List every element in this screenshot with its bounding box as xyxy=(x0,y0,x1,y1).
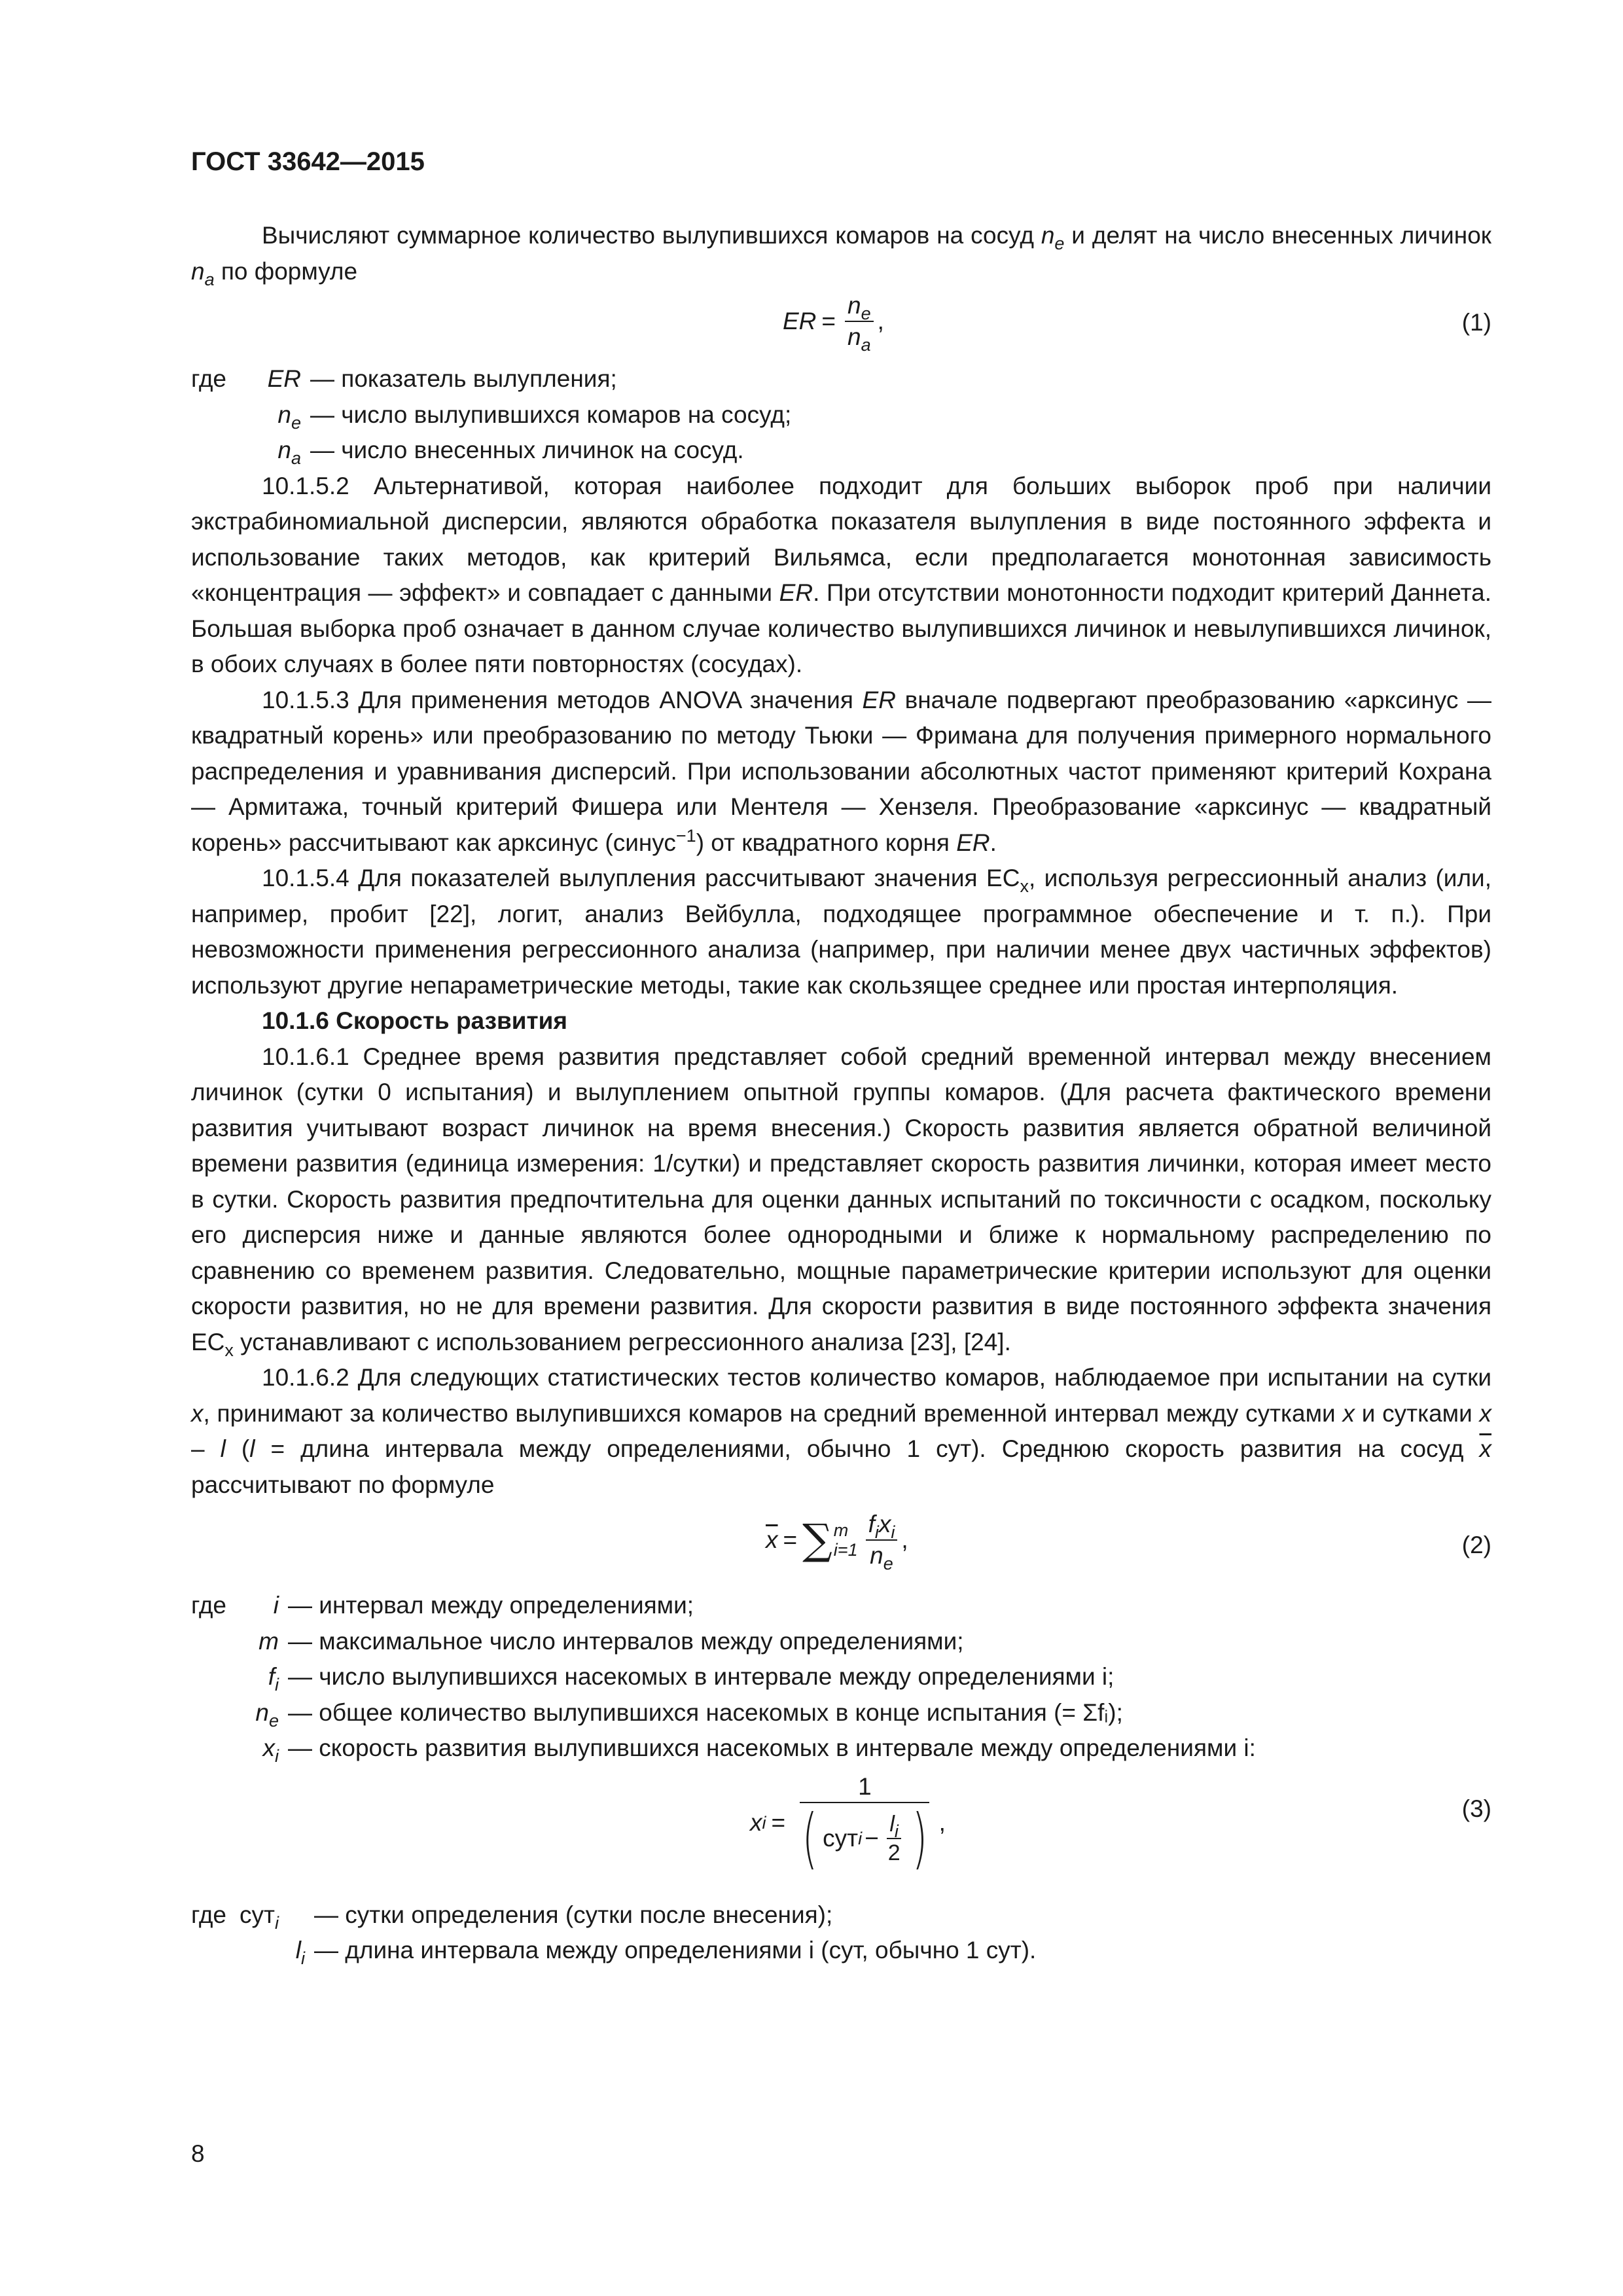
definition-row xyxy=(191,1659,1491,1695)
definition-symbol xyxy=(255,361,310,397)
formula-3-number: (3) xyxy=(1461,1795,1491,1822)
paragraph-symbol: ER xyxy=(862,686,896,713)
definition-symbol xyxy=(240,1933,314,1969)
definition-row xyxy=(191,361,1491,397)
document-header: ГОСТ 33642—2015 xyxy=(191,147,425,176)
definition-symbol-sub: a xyxy=(291,448,301,468)
intro-symbol-2-sub: a xyxy=(204,269,215,289)
definition-row xyxy=(191,1933,1491,1969)
formula-2 xyxy=(766,1511,908,1573)
definition-lead xyxy=(191,433,255,469)
formula-2-numerator-2: x xyxy=(878,1511,891,1537)
definition-symbol xyxy=(246,1731,288,1767)
definition-text: — длина интервала между определениями i (сут, обычно 1 сут). xyxy=(314,1937,1037,1964)
definition-row xyxy=(191,1588,1491,1624)
formula-1-fraction xyxy=(845,292,874,355)
formula-3-den-term: сут xyxy=(823,1824,859,1852)
paragraph-symbol: x xyxy=(191,1399,204,1427)
paragraph-symbol: ER xyxy=(956,829,990,856)
formula-2-numerator-sub: i xyxy=(874,1522,879,1542)
formula-2-denominator: n xyxy=(870,1542,883,1569)
formula-1 xyxy=(783,292,884,355)
formula-2-upper-limit: m xyxy=(833,1520,849,1540)
definition-row xyxy=(191,1695,1491,1731)
formula-3-inner-numerator: l xyxy=(889,1811,895,1837)
intro-symbol-sub: e xyxy=(1054,234,1065,253)
definition-text: — сутки определения (сутки после внесения); xyxy=(314,1901,833,1928)
definition-lead xyxy=(191,1731,246,1767)
paragraph-10-1-5-2 xyxy=(191,469,1491,683)
definition-symbol-sub: i xyxy=(275,1675,279,1695)
definitions-1 xyxy=(191,361,1491,469)
formula-3-den-term-sub: i xyxy=(858,1828,863,1848)
paragraph-symbol-xbar: $\overline{x}$ xyxy=(1479,1435,1492,1462)
formula-2-lhs: $\overline{x}$ xyxy=(766,1526,778,1553)
intro-symbol: n xyxy=(1041,222,1055,249)
definition-symbol-text: m xyxy=(259,1627,279,1655)
definition-row xyxy=(191,397,1491,433)
definition-lead xyxy=(191,1624,246,1660)
paragraph-text: рассчитывают по формуле xyxy=(191,1471,495,1498)
definition-symbol-text: n xyxy=(255,1698,269,1726)
paragraph-text: 10.1.5.4 Для показателей вылупления рассчитывают значения EC xyxy=(262,865,1020,891)
formula-1-eq: = xyxy=(821,308,836,334)
paragraph-10-1-6-2 xyxy=(191,1360,1491,1503)
paragraph-text: ( xyxy=(225,1435,250,1462)
formula-3-block xyxy=(191,1767,1491,1897)
definition-symbol xyxy=(246,1588,288,1624)
definition-symbol-text: сут xyxy=(240,1901,275,1928)
definition-text: — интервал между определениями; xyxy=(288,1592,694,1619)
definition-symbol-sub: i xyxy=(301,1948,305,1968)
definition-symbol-sub: i xyxy=(274,1912,279,1933)
definition-symbol-text: l xyxy=(295,1937,301,1964)
intro-text-1: Вычисляют суммарное количество вылупившихся комаров на сосуд xyxy=(262,222,1041,249)
definition-symbol xyxy=(255,397,310,433)
definition-symbol-text: i xyxy=(273,1592,279,1619)
definition-row xyxy=(191,1731,1491,1767)
formula-3-inner-denominator: 2 xyxy=(887,1840,901,1865)
page-number: 8 xyxy=(191,2140,205,2167)
formula-3-denominator xyxy=(794,1799,935,1876)
paragraph-symbol: ER xyxy=(779,579,813,606)
definition-text: — число внесенных личинок на сосуд. xyxy=(310,437,744,463)
paragraph-10-1-6-1 xyxy=(191,1039,1491,1361)
formula-1-numerator-sub: e xyxy=(861,304,871,323)
formula-2-block xyxy=(191,1503,1491,1588)
definition-symbol-text: f xyxy=(268,1663,275,1690)
definitions-2 xyxy=(191,1588,1491,1767)
paragraph-symbol: x xyxy=(1342,1399,1355,1427)
definition-symbol xyxy=(240,1897,314,1933)
formula-3-inner-fraction xyxy=(885,1813,903,1864)
definition-symbol-text: x xyxy=(262,1734,275,1761)
formula-1-lhs: ER xyxy=(783,308,817,334)
formula-1-denominator-sub: a xyxy=(861,335,871,355)
formula-1-tail: , xyxy=(877,308,884,334)
paragraph-text: вначале подвергают преобразованию «арксинус — квадратный корень» или преобразованию по методу Тьюки — Фримана для получения примерного нормального распределения и уравнивания дисперсий. При использовании абсолютных частот применяют критерий Кохрана — Армитажа, точный критерий Фишера или Ментеля — Хензеля. Преобразование «арксинус — квадратный корень» рассчитывают как арксинус (синус xyxy=(191,686,1491,856)
formula-3-lhs: x xyxy=(750,1808,762,1836)
paragraph-text: . При отсутствии монотонности подходит критерий Даннета. Большая выборка проб означает в данном случае количество вылупившихся личинок и невылупившихся личинок, в обоих случаях в более пяти повторностях (сосудах). xyxy=(191,579,1491,677)
open-paren-icon: ( xyxy=(802,1799,818,1876)
paragraph-text: – xyxy=(191,1435,221,1462)
formula-3-numerator: 1 xyxy=(800,1774,929,1803)
paragraph-symbol: l xyxy=(220,1435,226,1462)
paragraph-text: ) от квадратного корня xyxy=(696,829,957,856)
sum-icon: ∑ xyxy=(802,1516,832,1564)
formula-2-numerator-2-sub: i xyxy=(891,1522,895,1542)
definition-symbol xyxy=(246,1624,288,1660)
paragraph-text: 10.1.5.3 Для применения методов ANOVA значения xyxy=(262,686,863,713)
paragraph-text: и сутками xyxy=(1354,1399,1480,1427)
definition-row xyxy=(191,1897,1491,1933)
intro-text-3: по формуле xyxy=(214,257,358,285)
definition-symbol xyxy=(246,1659,288,1695)
definition-lead xyxy=(191,1659,246,1695)
definition-symbol-sub: i xyxy=(275,1746,279,1766)
page-content xyxy=(191,218,1491,1969)
definition-text: — число вылупившихся насекомых в интервале между определениями i; xyxy=(288,1663,1115,1690)
definition-text: — скорость развития вылупившихся насекомых в интервале между определениями i: xyxy=(288,1734,1256,1761)
formula-3-eq: = xyxy=(771,1808,786,1836)
definition-lead: где xyxy=(191,365,227,392)
intro-paragraph xyxy=(191,218,1491,289)
definition-symbol xyxy=(255,433,310,469)
close-paren-icon: ) xyxy=(912,1799,927,1876)
formula-1-block xyxy=(191,289,1491,361)
definition-lead: где xyxy=(191,1592,227,1619)
formula-2-tail: , xyxy=(901,1526,908,1553)
paragraph-symbol: x xyxy=(1479,1399,1492,1427)
definition-text: — число вылупившихся комаров на сосуд; xyxy=(310,401,792,428)
intro-symbol-2: n xyxy=(191,257,205,285)
formula-3 xyxy=(750,1772,946,1876)
definition-row xyxy=(191,433,1491,469)
definition-symbol-sub: e xyxy=(268,1710,279,1731)
formula-2-eq: = xyxy=(783,1526,798,1553)
formula-2-number: (2) xyxy=(1461,1532,1491,1558)
paragraph-superscript: −1 xyxy=(675,825,696,846)
definition-lead xyxy=(191,1933,240,1969)
paragraph-text: 10.1.6.2 Для следующих статистических тестов количество комаров, наблюдаемое при испытании на сутки xyxy=(262,1364,1491,1391)
paragraph-text: = длина интервала между определениями, обычно 1 сут). Среднюю скорость развития на сосуд xyxy=(255,1435,1480,1462)
formula-2-numerator: f xyxy=(868,1511,875,1537)
definition-row xyxy=(191,1624,1491,1660)
paragraph-text: 10.1.5.2 Альтернативой, которая наиболее подходит для больших выборок проб при наличии экстрабиномиальной дисперсии, являются обработка показателя вылупления в виде постоянного эффекта и использование таких методов, как критерий Вильямса, если предполагается монотонная зависимость «концентрация — эффект» и совпадает с данными xyxy=(191,472,1491,606)
formula-2-denominator-sub: e xyxy=(883,1554,893,1573)
formula-3-inner-numerator-sub: i xyxy=(894,1821,899,1841)
definition-text: — общее количество вылупившихся насекомых в конце испытания (= Σfᵢ); xyxy=(288,1698,1123,1726)
formula-3-fraction xyxy=(794,1772,935,1876)
formula-2-fraction xyxy=(866,1511,898,1573)
section-heading-10-1-6: 10.1.6 Скорость развития xyxy=(262,1007,567,1034)
formula-1-number: (1) xyxy=(1461,309,1491,336)
paragraph-10-1-5-3 xyxy=(191,683,1491,861)
definition-symbol xyxy=(246,1695,288,1731)
definition-text: — максимальное число интервалов между определениями; xyxy=(288,1627,964,1655)
formula-1-denominator: n xyxy=(847,323,861,350)
definition-symbol-text: ER xyxy=(267,365,301,392)
formula-2-lower-limit: i=1 xyxy=(833,1540,858,1560)
paragraph-text: , используя регрессионный анализ (или, например, пробит [22], логит, анализ Вейбулла, подходящее программное обеспечение и т. п.). При невозможности применения регрессионного анализа (например, при наличии менее двух частичных эффектов) используют другие непараметрические методы, такие как скользящее среднее или простая интерполяция. xyxy=(191,865,1491,999)
definitions-3 xyxy=(191,1897,1491,1969)
formula-1-numerator: n xyxy=(847,292,861,319)
formula-2-limits xyxy=(834,1520,858,1560)
paragraph-10-1-5-4 xyxy=(191,861,1491,1003)
definition-lead xyxy=(191,1695,246,1731)
paragraph-text: 10.1.6.1 Среднее время развития представляет собой средний временной интервал между внесением личинок (сутки 0 испытания) и вылуплением опытной группы комаров. (Для расчета фактического времени развития учитывают возраст личинок на время внесения.) Скорость развития является обратной величиной времени развития (единица измерения: 1/сутки) и представляет скорость развития личинки, которая имеет место в сутки. Скорость развития предпочтительна для оценки данных испытаний по токсичности с осадком, поскольку его дисперсия ниже и данные являются более однородными и ближе к нормальному распределению по сравнению со временем развития. Следовательно, мощные параметрические критерии используют для оценки скорости развития, но не для времени развития. Для скорости развития в виде постоянного эффекта значения EC xyxy=(191,1043,1491,1355)
paragraph-text: , принимают за количество вылупившихся комаров на средний временной интервал между сутками xyxy=(203,1399,1343,1427)
definition-symbol-sub: e xyxy=(291,412,301,433)
paragraph-text: устанавливают с использованием регрессионного анализа [23], [24]. xyxy=(233,1328,1011,1355)
definition-symbol-text: n xyxy=(277,401,291,428)
definition-lead xyxy=(191,397,255,433)
formula-3-minus: − xyxy=(865,1824,879,1852)
definition-symbol-text: n xyxy=(277,437,291,463)
paragraph-subscript: x xyxy=(1020,876,1029,896)
definition-text: — показатель вылупления; xyxy=(310,365,617,392)
definition-lead: где xyxy=(191,1901,227,1928)
paragraph-text: . xyxy=(990,829,997,856)
formula-3-tail: , xyxy=(938,1808,946,1836)
intro-text-2: и делят на число внесенных личинок xyxy=(1064,222,1491,249)
paragraph-subscript: x xyxy=(224,1340,234,1360)
paragraph-symbol: l xyxy=(249,1435,255,1462)
formula-3-lhs-sub: i xyxy=(762,1812,766,1833)
